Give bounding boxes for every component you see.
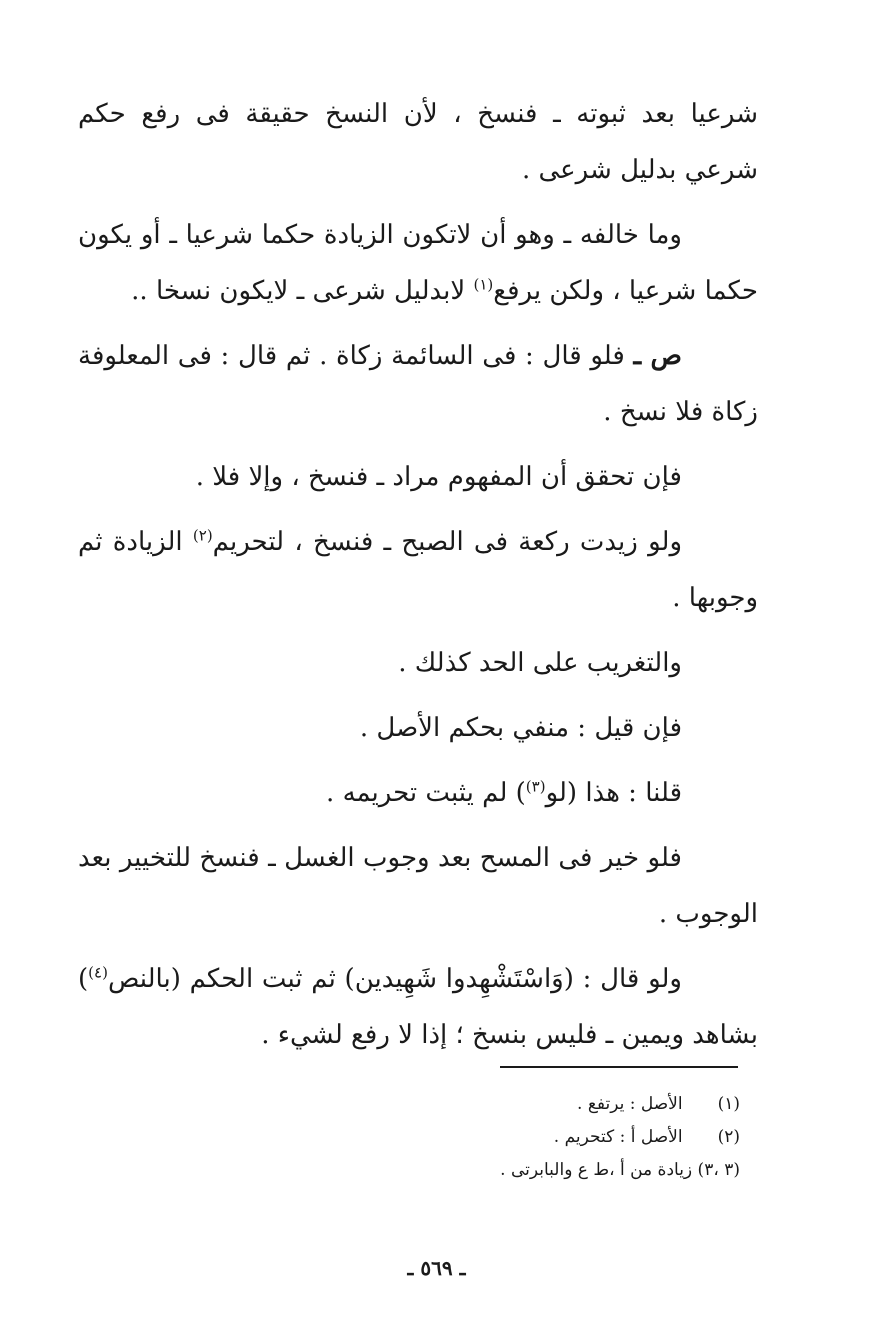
paragraph-3-text: فلو قال : فى السائمة زكاة . ثم قال : فى المعلوفة زكاة فلا نسخ . [78, 341, 758, 427]
footnote-3-text: زيادة من أ ،ط ع والبابرتى . [500, 1160, 693, 1180]
paragraph-5-text-a: ولو زيدت ركعة فى الصبح ـ فنسخ ، لتحريم [212, 527, 682, 557]
paragraph-9-text: فلو خير فى المسح بعد وجوب الغسل ـ فنسخ للتخيير بعد الوجوب . [78, 843, 758, 929]
footnotes [300, 1088, 740, 1187]
footnote-2-number: (٢) [717, 1127, 740, 1147]
page-number: ـ ٥٦٩ ـ [407, 1256, 466, 1280]
footnote-3 [300, 1154, 740, 1187]
footnote-1 [300, 1088, 740, 1121]
paragraph-6 [78, 635, 758, 691]
paragraph-6-text: والتغريب على الحد كذلك . [398, 648, 682, 678]
main-text [78, 86, 758, 1072]
paragraph-10 [78, 951, 758, 1063]
paragraph-5 [78, 514, 758, 626]
paragraph-9 [78, 830, 758, 942]
paragraph-3 [78, 328, 758, 440]
paragraph-7-text: فإن قيل : منفي بحكم الأصل . [359, 713, 682, 743]
footnote-2-text: الأصل أ : كتحريم . [553, 1127, 683, 1147]
paragraph-4-text: فإن تحقق أن المفهوم مراد ـ فنسخ ، وإلا فلا . [195, 462, 682, 492]
paragraph-8-text-b: ) لم يثبت تحريمه . [326, 778, 526, 808]
footnote-separator [500, 1066, 738, 1068]
paragraph-4 [78, 449, 758, 505]
footnote-ref-3: (٣) [525, 777, 546, 796]
paragraph-10-text-b: ) بشاهد ويمين ـ فليس بنسخ ؛ إذا لا رفع لشيء . [78, 964, 758, 1050]
paragraph-2-text-b: لابدليل شرعى ـ لايكون نسخا .. [131, 276, 474, 306]
footnote-3-number: (٣ ،٣) [697, 1160, 740, 1180]
footnote-1-text: الأصل : يرتفع . [577, 1094, 683, 1114]
section-marker: ص ـ [633, 341, 682, 371]
paragraph-1-text: شرعيا بعد ثبوته ـ فنسخ ، لأن النسخ حقيقة فى رفع حكم شرعي بدليل شرعى . [78, 99, 758, 185]
footnote-1-number: (١) [717, 1094, 740, 1114]
paragraph-5-text-b: الزيادة ثم وجوبها . [78, 527, 758, 613]
paragraph-7 [78, 700, 758, 756]
paragraph-2-text-a: وما خالفه ـ وهو أن لاتكون الزيادة حكما شرعيا ـ أو يكون حكما شرعيا ، ولكن يرفع [78, 220, 758, 306]
footnote-ref-4: (٤) [88, 963, 108, 982]
paragraph-1 [78, 86, 758, 198]
paragraph-8 [78, 765, 758, 821]
footnote-ref-1: (١) [473, 275, 494, 294]
footnote-ref-2: (٢) [192, 526, 213, 545]
paragraph-8-text-a: قلنا : هذا (لو [545, 778, 682, 808]
paragraph-2 [78, 207, 758, 319]
paragraph-10-text-a: ولو قال : (وَاسْتَشْهِدوا شَهِيدين) ثم ثبت الحكم (بالنص [107, 964, 682, 994]
footnote-2 [300, 1121, 740, 1154]
